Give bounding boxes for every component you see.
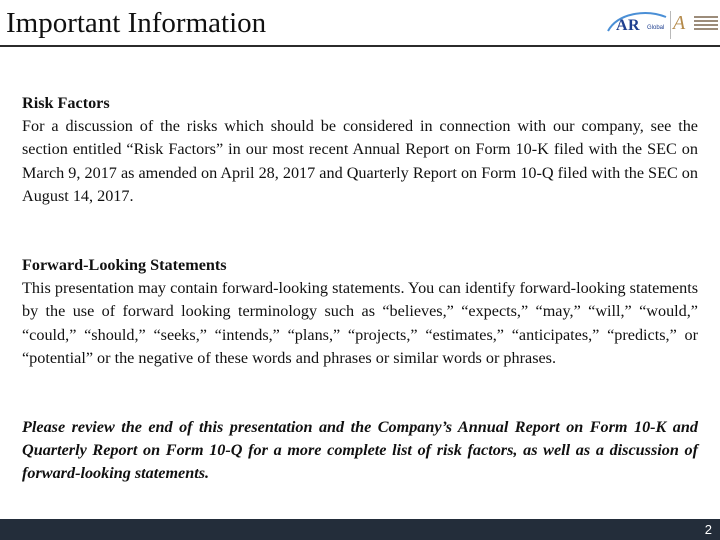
- logo-tagline-lines-icon: [694, 16, 718, 32]
- footer-bar: [0, 519, 720, 540]
- forward-looking-heading: Forward-Looking Statements: [22, 256, 227, 275]
- section-spacer: [22, 208, 698, 254]
- logo-secondary-mark: A: [673, 12, 686, 34]
- page-number: 2: [704, 522, 712, 537]
- main-content: [22, 92, 698, 486]
- risk-factors-heading: Risk Factors: [22, 94, 110, 112]
- section-spacer: [22, 370, 698, 416]
- forward-looking-paragraph: This presentation may contain forward-looking statements. You can identify forward-looking statements by the use of forward looking terminology such as “believes,” “expects,” “may,” “will,” “would,” “could,” “should,” “seeks,” “intends,” “plans,” “projects,” “estimates,” “anticipates,” “predicts,” or “potential” or the negative of these words and phrases or similar words or phrases.: [22, 279, 698, 367]
- logo-primary-text: AR: [616, 17, 641, 34]
- logo-primary-subtext: Global: [647, 25, 665, 31]
- logo-divider: [670, 11, 671, 39]
- title-divider: [0, 45, 720, 47]
- risk-factors-paragraph: For a discussion of the risks which should be considered in connection with our company, see the section entitled “Risk Factors” in our most recent Annual Report on Form 10-K filed with the SEC on March 9, 2017 as amended on April 28, 2017 and Quarterly Report on Form 10-Q filed with the SEC on August 14, 2017.: [22, 117, 698, 205]
- closing-note: Please review the end of this presentation and the Company’s Annual Report on Form 10-K and Quarterly Report on Form 10-Q for a more complete list of risk factors, as well as a discussion of forward-looking statements.: [22, 418, 698, 483]
- slide-title: Important Information: [6, 7, 267, 39]
- company-logo: [606, 9, 716, 41]
